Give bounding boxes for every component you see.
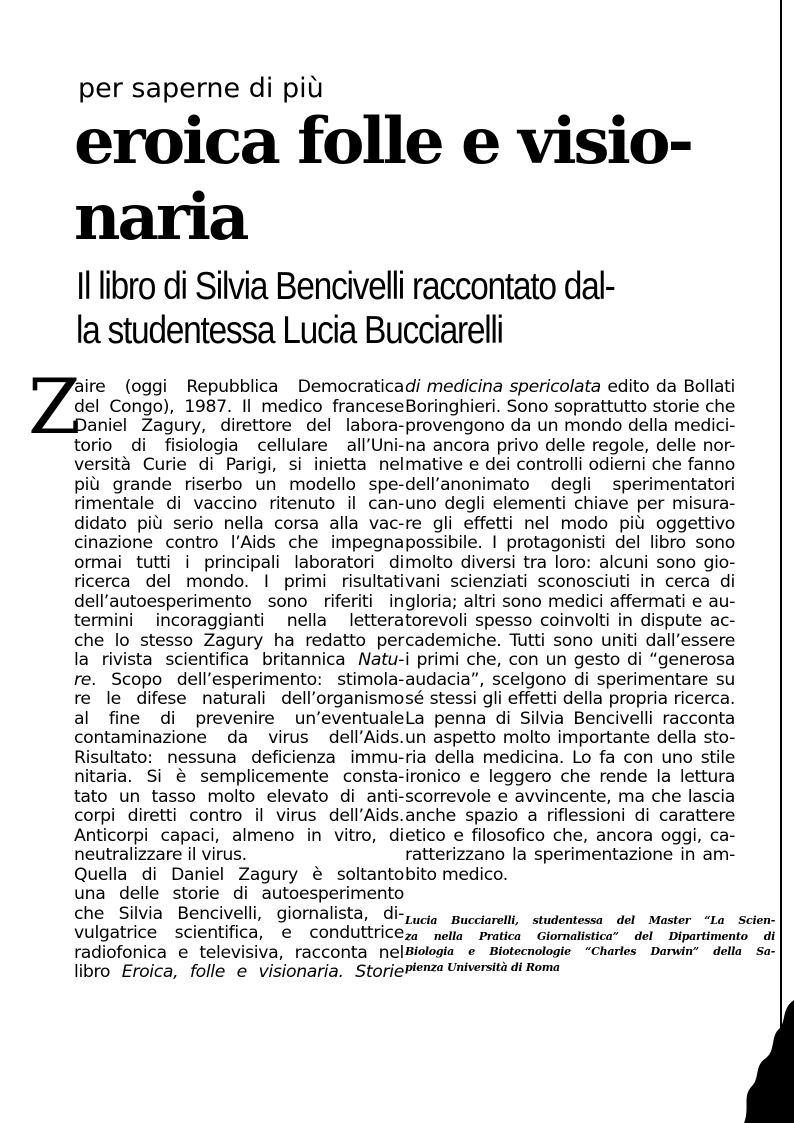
decorative-silhouette	[730, 1000, 794, 1123]
text-line: contaminazione da virus dell’Aids.	[74, 728, 404, 748]
subtitle-line: la studentessa Lucia Bucciarelli	[76, 309, 503, 352]
article-column-right	[405, 378, 735, 885]
text-line: vani scienziati sconosciuti in cerca di	[405, 572, 735, 592]
text-line: cinazione contro l’Aids che impegna	[74, 533, 404, 553]
article-title	[74, 104, 764, 256]
text-line: na ancora privo delle regole, delle nor-	[405, 435, 735, 456]
text-line: al fine di prevenire un’eventuale	[74, 708, 404, 729]
text-line: un aspetto molto importante della sto-	[405, 728, 735, 748]
text-line: del Congo), 1987. Il medico francese	[74, 396, 404, 417]
text-line: la rivista scientifica britannica Natu-	[74, 650, 404, 670]
text-line: anche spazio a riflessioni di carattere	[405, 806, 735, 826]
text-line: ironico e leggero che rende la lettura	[405, 767, 735, 787]
drop-cap: Z	[28, 362, 81, 451]
text-line: sé stessi gli effetti della propria ricerca.	[405, 689, 735, 709]
byline-line: za nella Pratica Giornalistica” del Dipartimento di	[405, 929, 775, 943]
text-line: corpi diretti contro il virus dell’Aids.	[74, 806, 404, 826]
text-line: scorrevole e avvincente, ma che lascia	[405, 786, 735, 807]
text-line: versità Curie di Parigi, si inietta nel	[74, 455, 404, 475]
byline-line: pienza Università di Roma	[405, 960, 560, 974]
text-line: uno degli elementi chiave per misura-	[405, 494, 735, 514]
text-line: termini incoraggianti nella lettera	[74, 611, 404, 631]
article-column-left	[74, 378, 404, 983]
title-line: naria	[74, 180, 247, 255]
subtitle-line: Il libro di Silvia Bencivelli raccontato dal-	[76, 265, 615, 308]
text-line: molto diversi tra loro: alcuni sono gio-	[405, 552, 735, 573]
author-byline	[405, 913, 775, 975]
byline-line: Biologia e Biotecnologie “Charles Darwin” della Sa-	[405, 945, 775, 958]
text-line: Boringhieri. Sono soprattutto storie che	[405, 396, 735, 417]
article-subtitle	[76, 265, 669, 353]
text-line: bito medico.	[405, 864, 508, 885]
text-line: dell’anonimato degli sperimentatori	[405, 474, 735, 495]
text-line: tato un tasso molto elevato di anti-	[74, 786, 404, 807]
text-line: libro Eroica, folle e visionaria. Storie	[74, 962, 405, 982]
text-line: vulgatrice scientifica, e conduttrice	[74, 923, 404, 943]
text-line: audacia”, scelgono di sperimentare su	[405, 669, 735, 690]
text-line: ormai tutti i principali laboratori di	[74, 552, 404, 573]
italic-title: Natu-	[358, 650, 404, 670]
text-line: più grande riserbo un modello spe-	[74, 474, 404, 495]
text-line: che Silvia Bencivelli, giornalista, di-	[74, 903, 404, 924]
text-line: neutralizzare il virus.	[74, 845, 247, 865]
text-line: provengono da un mondo della medici-	[405, 416, 735, 436]
italic-title: Eroica, folle e visionaria. Storie	[121, 962, 405, 982]
text-line: Quella di Daniel Zagury è soltanto	[74, 864, 404, 885]
text-line: cademiche. Tutti sono uniti dall’essere	[405, 630, 735, 651]
text-line: torio di fisiologia cellulare all’Uni-	[74, 435, 404, 456]
text-line: di medicina spericolata edito da Bollati	[405, 377, 735, 397]
text-line: mative e dei controlli odierni che fanno	[405, 455, 735, 475]
page-edge-rule	[780, 0, 782, 1123]
text-line: re gli effetti nel modo più oggettivo	[405, 513, 735, 534]
text-line: nitaria. Si è semplicemente consta-	[74, 767, 404, 787]
text-line: radiofonica e televisiva, racconta nel	[74, 942, 404, 963]
text-line: ria della medicina. Lo fa con uno stile	[405, 747, 735, 768]
text-line: una delle storie di autoesperimento	[74, 884, 404, 904]
text-line: aire (oggi Repubblica Democratica	[74, 377, 404, 397]
text-line: dell’autoesperimento sono riferiti in	[74, 591, 404, 612]
text-line: Anticorpi capaci, almeno in vitro, di	[74, 825, 404, 846]
text-line: Daniel Zagury, direttore del labora-	[74, 416, 404, 436]
title-line: eroica folle e visio-	[74, 104, 692, 179]
text-line: rimentale di vaccino ritenuto il can-	[74, 494, 404, 514]
section-kicker: per saperne di più	[78, 73, 324, 104]
italic-title: di medicina spericolata	[405, 377, 601, 397]
text-line: etico e filosofico che, ancora oggi, ca-	[405, 825, 735, 846]
text-line: che lo stesso Zagury ha redatto per	[74, 630, 404, 651]
text-line: gloria; altri sono medici affermati e au-	[405, 591, 735, 612]
text-line: possibile. I protagonisti del libro sono	[405, 533, 735, 553]
text-line: Risultato: nessuna deficienza immu-	[74, 747, 404, 768]
text-line: torevoli spesso coinvolti in dispute ac-	[405, 611, 735, 631]
italic-title: re	[74, 669, 92, 690]
text-line: ricerca del mondo. I primi risultati	[74, 572, 404, 592]
text-line: re. Scopo dell’esperimento: stimola-	[74, 669, 404, 690]
text-line: didato più serio nella corsa alla vac-	[74, 513, 404, 534]
text-line: i primi che, con un gesto di “generosa	[405, 650, 735, 670]
text-line: ratterizzano la sperimentazione in am-	[405, 845, 735, 865]
text-line: La penna di Silvia Bencivelli racconta	[405, 708, 735, 729]
text-line: re le difese naturali dell’organismo	[74, 689, 404, 709]
byline-line: Lucia Bucciarelli, studentessa del Master “La Scien-	[405, 914, 775, 927]
